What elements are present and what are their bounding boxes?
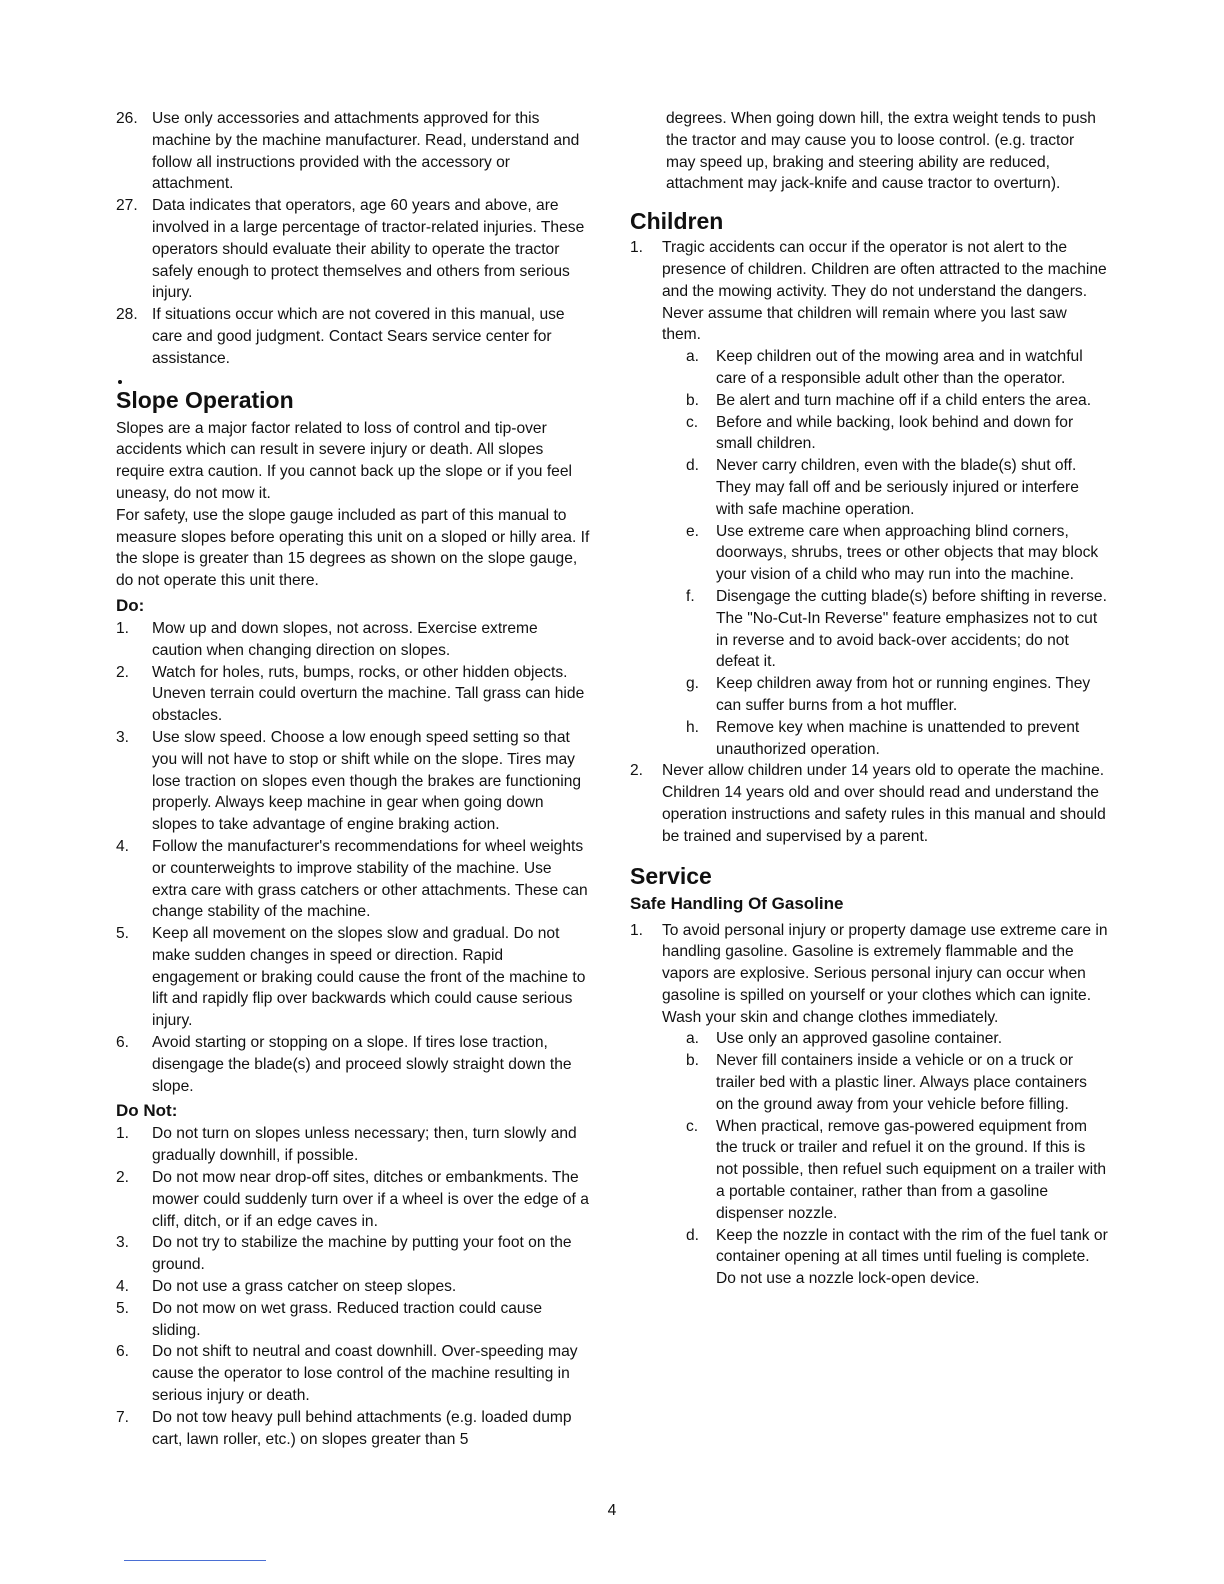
sub-item <box>630 1116 1108 1225</box>
gasoline-subheading: Safe Handling Of Gasoline <box>630 893 844 913</box>
item-number: 6. <box>116 1034 130 1052</box>
continuation-text <box>630 108 1108 195</box>
sub-item <box>630 455 1108 520</box>
item-letter: a. <box>686 348 700 366</box>
item-text: Remove key when machine is unattended to prevent unauthorized operation. <box>716 718 1080 758</box>
item-number: 1. <box>630 239 644 257</box>
item-letter: b. <box>686 1052 700 1070</box>
list-item <box>116 1407 590 1451</box>
item-number: 27. <box>116 197 138 215</box>
slope-paragraph: For safety, use the slope gauge included as part of this manual to measure slopes before operating this unit on a sloped or hilly area. If the slope is greater than 15 degrees as shown on the slope gauge, do not operate this unit there. <box>116 506 590 590</box>
item-text: When practical, remove gas-powered equipment from the truck or trailer and refuel it on the ground. If this is not possible, then refuel such equipment on a trailer with a portable container, rather than from a gasoline dispenser nozzle. <box>716 1117 1107 1222</box>
sub-item <box>630 1225 1108 1290</box>
sub-item <box>630 412 1108 456</box>
item-text: Do not use a grass catcher on steep slopes. <box>152 1278 457 1296</box>
list-item <box>116 195 590 304</box>
item-number: 2. <box>116 663 130 681</box>
list-item <box>116 727 590 836</box>
item-number: 4. <box>116 1278 130 1296</box>
item-letter: h. <box>686 718 700 736</box>
item-text: Use only an approved gasoline container. <box>716 1030 1003 1048</box>
item-text: Follow the manufacturer's recommendations for wheel weights or counterweights to improve stability of the machine. Use extra care with grass catchers or other attachments. These can change stability of the machine. <box>152 837 588 921</box>
page-number: 4 <box>607 1502 617 1519</box>
do-not-heading: Do Not: <box>116 1101 178 1121</box>
list-item <box>116 836 590 923</box>
item-number: 6. <box>116 1343 130 1361</box>
list-item <box>116 1167 590 1232</box>
list-item <box>116 1298 590 1342</box>
list-item <box>116 108 590 195</box>
item-text: Never fill containers inside a vehicle or on a truck or trailer bed with a plastic liner. Always place containers on the ground away from your vehicle before filling. <box>716 1052 1087 1113</box>
item-number: 4. <box>116 837 130 855</box>
list-item <box>116 618 590 662</box>
list-item <box>630 920 1108 1029</box>
item-text: If situations occur which are not covered in this manual, use care and good judgment. Contact Sears service center for assistance. <box>152 306 565 367</box>
list-item <box>116 1276 590 1298</box>
item-number: 5. <box>116 925 130 943</box>
children-heading: Children <box>630 208 724 235</box>
sub-item <box>630 673 1108 717</box>
item-number: 5. <box>116 1299 130 1317</box>
sub-item <box>630 1028 1108 1050</box>
item-number: 3. <box>116 1234 130 1252</box>
item-number: 1. <box>630 921 644 939</box>
do-heading: Do: <box>116 595 145 615</box>
list-item <box>630 237 1108 346</box>
sub-item <box>630 1050 1108 1115</box>
item-text: Do not mow on wet grass. Reduced traction could cause sliding. <box>152 1299 543 1339</box>
list-item <box>116 662 590 727</box>
item-number: 2. <box>630 762 644 780</box>
sub-item <box>630 717 1108 761</box>
item-text: To avoid personal injury or property damage use extreme care in handling gasoline. Gasoline is extremely flammable and the vapors are explosive. Serious personal injury can occur when gasoline is spilled on yourself or your clothes which can ignite. Wash your skin and change clothes immediately. <box>662 921 1108 1026</box>
list-item <box>116 304 590 369</box>
item-text: Avoid starting or stopping on a slope. If tires lose traction, disengage the blade(s) and proceed slowly straight down the slope. <box>152 1034 572 1095</box>
item-text: Keep children out of the mowing area and in watchful care of a responsible adult other than the operator. <box>716 348 1083 387</box>
list-item <box>116 1232 590 1276</box>
item-number: 1. <box>116 619 130 637</box>
item-text: Do not try to stabilize the machine by putting your foot on the ground. <box>152 1234 572 1274</box>
item-text: Be alert and turn machine off if a child enters the area. <box>716 391 1092 409</box>
dot-mark <box>118 380 122 384</box>
item-text: Keep children away from hot or running engines. They can suffer burns from a hot muffler. <box>716 675 1091 714</box>
item-number: 26. <box>116 110 138 127</box>
sub-item <box>630 586 1108 673</box>
item-letter: g. <box>686 675 700 693</box>
list-item <box>630 760 1108 847</box>
right-column <box>630 108 1108 1290</box>
sub-item <box>630 346 1108 390</box>
list-item <box>116 1032 590 1097</box>
item-number: 7. <box>116 1408 130 1426</box>
item-text: Keep the nozzle in contact with the rim of the fuel tank or container opening at all times until fueling is complete. Do not use a nozzle lock-open device. <box>716 1226 1108 1288</box>
item-text: Do not shift to neutral and coast downhill. Over-speeding may cause the operator to lose control of the machine resulting in serious injury or death. <box>152 1343 578 1405</box>
item-letter: b. <box>686 391 700 409</box>
item-letter: f. <box>686 587 695 605</box>
item-text: Use only accessories and attachments approved for this machine by the machine manufacturer. Read, understand and follow all instructions provided with the accessory or attachment. <box>152 110 580 193</box>
item-text: Tragic accidents can occur if the operator is not alert to the presence of children. Children are often attracted to the machine and the mowing activity. They do not understand the dangers. Never assume that children will remain where you last saw them. <box>662 239 1107 344</box>
item-text: Use extreme care when approaching blind corners, doorways, shrubs, trees or other objects that may block your vision of a child who may run into the machine. <box>716 522 1099 584</box>
list-item <box>116 1341 590 1406</box>
item-text: Never carry children, even with the blade(s) shut off. They may fall off and be seriously injured or interfere with safe machine operation. <box>716 457 1079 518</box>
item-text: Disengage the cutting blade(s) before shifting in reverse. The "No-Cut-In Reverse" feature emphasizes not to cut in reverse and to avoid back-over accidents; do not defeat it. <box>716 587 1107 671</box>
item-number: 28. <box>116 306 138 324</box>
item-number: 2. <box>116 1169 130 1187</box>
slope-paragraph: Slopes are a major factor related to loss of control and tip-over accidents which can result in severe injury or death. All slopes require extra caution. If you cannot back up the slope or if you feel uneasy, do not mow it. <box>116 419 572 502</box>
list-item <box>116 1123 590 1167</box>
left-column <box>116 108 590 1450</box>
item-text: Data indicates that operators, age 60 years and above, are involved in a large percentage of tractor-related injuries. These operators should evaluate their ability to operate the tractor safely enough to protect themselves and others from serious injury. <box>152 197 585 302</box>
item-text: Keep all movement on the slopes slow and gradual. Do not make sudden changes in speed or direction. Rapid engagement or braking could cause the front of the machine to lift and rapidly flip over backwards which could cause serious injury. <box>152 925 586 1030</box>
item-letter: e. <box>686 522 700 540</box>
item-text: Do not turn on slopes unless necessary; then, turn slowly and gradually downhill, if possible. <box>152 1125 577 1165</box>
item-letter: d. <box>686 457 700 475</box>
item-letter: a. <box>686 1030 700 1048</box>
item-letter: c. <box>686 413 699 431</box>
service-heading: Service <box>630 862 712 889</box>
item-text: Watch for holes, ruts, bumps, rocks, or other hidden objects. Uneven terrain could overturn the machine. Tall grass can hide obstacles. <box>152 663 585 725</box>
item-letter: c. <box>686 1117 699 1135</box>
slope-operation-heading: Slope Operation <box>116 386 294 413</box>
sub-item <box>630 521 1108 586</box>
list-item <box>116 923 590 1032</box>
item-text: Mow up and down slopes, not across. Exercise extreme caution when changing direction on slopes. <box>152 619 538 659</box>
item-text: Do not tow heavy pull behind attachments (e.g. loaded dump cart, lawn roller, etc.) on slopes greater than 5 <box>152 1408 572 1448</box>
sub-item <box>630 390 1108 412</box>
item-text: Do not mow near drop-off sites, ditches or embankments. The mower could suddenly turn over if a wheel is over the edge of a cliff, ditch, or if an edge caves in. <box>152 1169 589 1230</box>
item-letter: d. <box>686 1226 700 1244</box>
continuation-paragraph: degrees. When going down hill, the extra weight tends to push the tractor and may cause you to loose control. (e.g. tractor may speed up, braking and steering ability are reduced, attachment may jack-knife and cause tractor to overturn). <box>666 110 1096 193</box>
item-number: 3. <box>116 728 130 746</box>
item-text: Never allow children under 14 years old to operate the machine. Children 14 years old and over should read and understand the operation instructions and safety rules in this manual and should be trained and supervised by a parent. <box>662 762 1106 845</box>
item-text: Use slow speed. Choose a low enough speed setting so that you will not have to stop or shift while on the slope. Tires may lose traction on slopes even though the brakes are functioning properly. Always keep machine in gear when going down slopes to take advantage of engine braking action. <box>152 728 582 834</box>
item-text: Before and while backing, look behind and down for small children. <box>716 413 1074 453</box>
item-number: 1. <box>116 1125 130 1143</box>
footer-divider <box>124 1560 266 1561</box>
